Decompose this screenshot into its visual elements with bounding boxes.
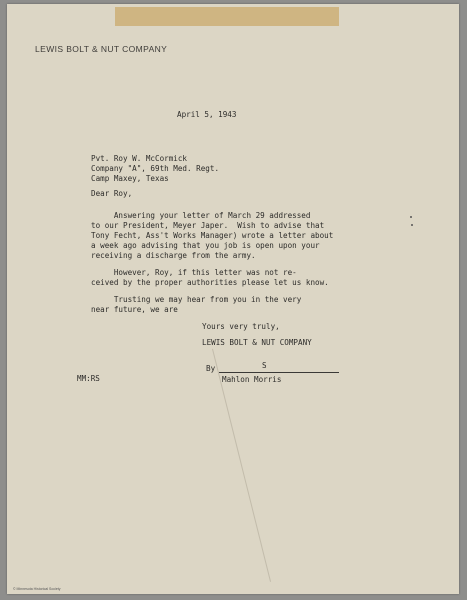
closing-company: LEWIS BOLT & NUT COMPANY (202, 338, 312, 347)
paragraph-3-line-1: Trusting we may hear from you in the very (91, 295, 302, 304)
paragraph-2-line-2: ceived by the proper authorities please let us know. (91, 278, 329, 287)
archive-footer: © Minnesota Historical Society (13, 587, 61, 591)
signature-line (219, 372, 339, 373)
salutation: Dear Roy, (91, 189, 133, 198)
address-line-1: Pvt. Roy W. McCormick (91, 154, 188, 163)
paper-speck (411, 224, 413, 226)
paragraph-1-line-5: receiving a discharge from the army. (91, 251, 256, 260)
signature-mark: S (262, 361, 267, 370)
address-line-3: Camp Maxey, Texas (91, 174, 169, 183)
paragraph-3-line-2: near future, we are (91, 305, 178, 314)
company-letterhead: LEWIS BOLT & NUT COMPANY (35, 44, 168, 54)
tape-strip (115, 7, 339, 26)
typist-initials: MM:RS (77, 374, 100, 383)
paragraph-1-line-3: Tony Fecht, Ass't Works Manager) wrote a letter about (91, 231, 334, 240)
letter-page (7, 4, 459, 594)
paragraph-1-line-1: Answering your letter of March 29 addressed (91, 211, 311, 220)
paper-speck (410, 216, 412, 218)
signer-name: Mahlon Morris (222, 375, 282, 384)
paragraph-1-line-2: to our President, Meyer Japer. Wish to advise that (91, 221, 325, 230)
address-line-2: Company "A", 69th Med. Regt. (91, 164, 220, 173)
by-label: By (206, 364, 216, 373)
paragraph-2-line-1: However, Roy, if this letter was not re- (91, 268, 297, 277)
closing-phrase: Yours very truly, (202, 322, 280, 331)
paragraph-1-line-4: a week ago advising that you job is open upon your (91, 241, 320, 250)
letter-date: April 5, 1943 (177, 110, 237, 119)
